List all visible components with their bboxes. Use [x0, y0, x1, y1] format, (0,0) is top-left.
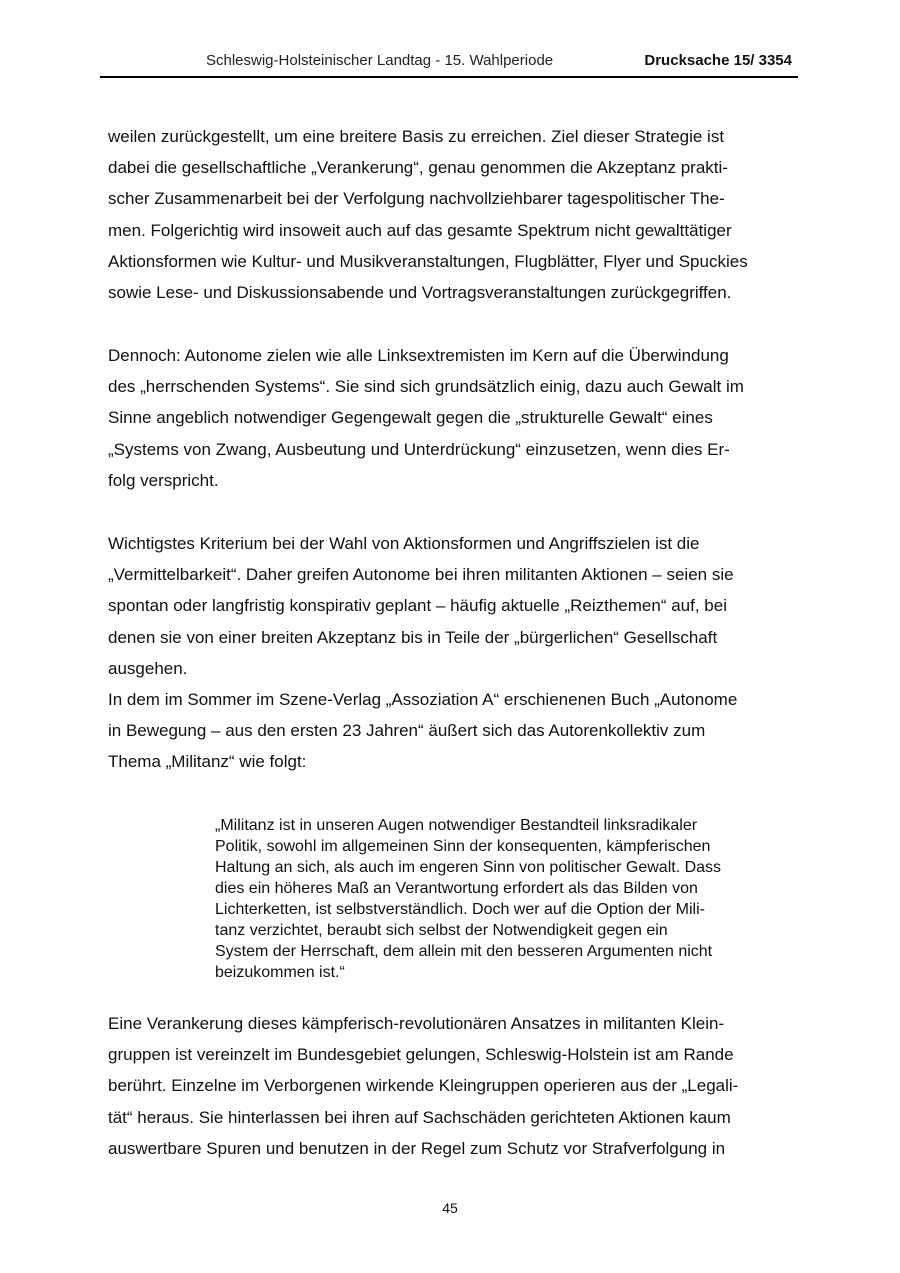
paragraph-verankerung: [108, 1008, 798, 1164]
header-drucksache-number: Drucksache 15/ 3354: [644, 52, 792, 69]
page-header: [100, 52, 798, 78]
text-line: Aktionsformen wie Kultur- und Musikveranstaltungen, Flugblätter, Flyer und Spuckies: [108, 251, 748, 271]
text-line: Eine Verankerung dieses kämpferisch-revolutionären Ansatzes in militanten Klein-: [108, 1014, 725, 1033]
quote-line: Haltung an sich, als auch im engeren Sinn von politischer Gewalt. Dass: [215, 859, 722, 876]
text-line: in Bewegung – aus den ersten 23 Jahren“ äußert sich das Autorenkollektiv zum: [108, 721, 706, 741]
text-line: denen sie von einer breiten Akzeptanz bis in Teile der „bürgerlichen“ Gesellschaft: [108, 627, 718, 647]
text-line: In dem im Sommer im Szene-Verlag „Assoziation A“ erschienenen Buch „Autonome: [108, 690, 738, 710]
paragraph-kriterium: [108, 528, 798, 778]
text-line: weilen zurückgestellt, um eine breitere Basis zu erreichen. Ziel dieser Strategie ist: [108, 127, 725, 146]
header-title: Schleswig-Holsteinischer Landtag - 15. Wahlperiode: [206, 52, 554, 69]
paragraph-strategy: [108, 121, 798, 308]
text-line: Sinne angeblich notwendiger Gegengewalt gegen die „strukturelle Gewalt“ eines: [108, 408, 713, 428]
quote-line: Lichterketten, ist selbstverständlich. Doch wer auf die Option der Mili-: [215, 901, 705, 918]
text-line: men. Folgerichtig wird insoweit auch auf das gesamte Spektrum nicht gewalttätiger: [108, 220, 732, 240]
text-line: dabei die gesellschaftliche „Verankerung“, genau genommen die Akzeptanz prakti-: [108, 158, 728, 178]
text-line: sowie Lese- und Diskussionsabende und Vortragsveranstaltungen zurückgegriffen.: [108, 283, 732, 303]
text-line: „Vermittelbarkeit“. Daher greifen Autonome bei ihren militanten Aktionen – seien sie: [108, 565, 734, 585]
text-line: Wichtigstes Kriterium bei der Wahl von Aktionsformen und Angriffszielen ist die: [108, 534, 700, 553]
quote-line: System der Herrschaft, dem allein mit den besseren Argumenten nicht: [215, 943, 713, 960]
text-line: spontan oder langfristig konspirativ geplant – häufig aktuelle „Reizthemen“ auf, bei: [108, 596, 727, 616]
text-line: „Systems von Zwang, Ausbeutung und Unterdrückung“ einzusetzen, wenn dies Er-: [108, 439, 730, 459]
text-line: ausgehen.: [108, 658, 188, 678]
text-line: auswertbare Spuren und benutzen in der Regel zum Schutz vor Strafverfolgung in: [108, 1138, 726, 1158]
page-number: 45: [442, 1200, 458, 1216]
text-line: Dennoch: Autonome zielen wie alle Linksextremisten im Kern auf die Überwindung: [108, 346, 729, 365]
text-line: tät“ heraus. Sie hinterlassen bei ihren auf Sachschäden gerichteten Aktionen kaum: [108, 1107, 731, 1127]
text-line: scher Zusammenarbeit bei der Verfolgung nachvollziehbarer tagespolitischer The-: [108, 189, 725, 209]
quote-line: dies ein höheres Maß an Verantwortung erfordert als das Bilden von: [215, 880, 698, 897]
text-line: des „herrschenden Systems“. Sie sind sich grundsätzlich einig, dazu auch Gewalt im: [108, 377, 744, 397]
text-line: gruppen ist vereinzelt im Bundesgebiet gelungen, Schleswig-Holstein ist am Rande: [108, 1045, 734, 1065]
paragraph-dennoch: [108, 340, 798, 496]
text-line: folg verspricht.: [108, 470, 219, 490]
quote-line: Politik, sowohl im allgemeinen Sinn der konsequenten, kämpferischen: [215, 838, 711, 855]
text-line: Thema „Militanz“ wie folgt:: [108, 752, 307, 772]
quote-line: beizukommen ist.“: [215, 964, 345, 981]
block-quote-militanz: [215, 815, 805, 983]
text-line: berührt. Einzelne im Verborgenen wirkende Kleingruppen operieren aus der „Legali-: [108, 1076, 739, 1096]
quote-line: „Militanz ist in unseren Augen notwendiger Bestandteil linksradikaler: [215, 817, 698, 834]
quote-line: tanz verzichtet, beraubt sich selbst der Notwendigkeit gegen ein: [215, 922, 668, 939]
